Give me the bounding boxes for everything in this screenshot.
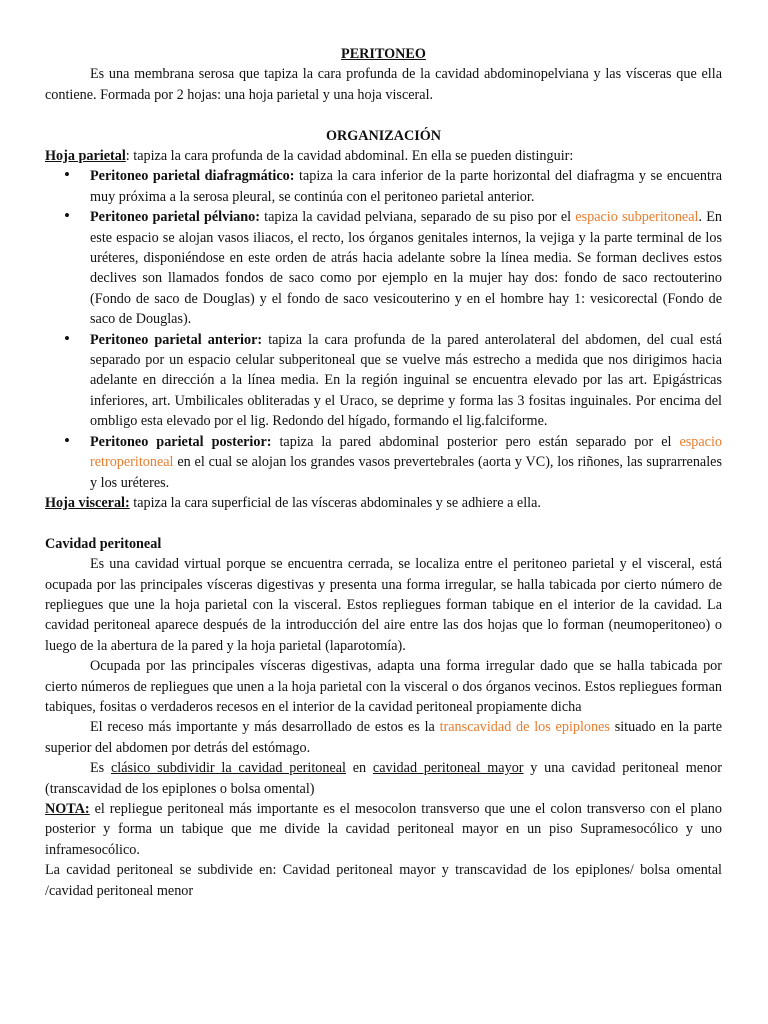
underlined-phrase: cavidad peritoneal mayor xyxy=(372,760,524,777)
nota-text: el repliegue peritoneal más importante es el mesocolon transverso que une el colon transverso con el plano posterior y forma un tabique que me divide la cavidad peritoneal mayor en un piso Supramesocólico y uno inframesocólico. xyxy=(45,801,722,858)
hoja-parietal-text: : tapiza la cara profunda de la cavidad abdominal. En ella se pueden distinguir: xyxy=(125,148,574,165)
nota-paragraph xyxy=(45,799,722,860)
intro-paragraph: Es una membrana serosa que tapiza la cara profunda de la cavidad abdominopelviana y las vísceras que ella contiene. Formada por 2 hojas: una hoja parietal y una hoja visceral. xyxy=(45,66,722,103)
paragraph-text: situado en la parte superior del abdomen por detrás del estómago. xyxy=(45,719,723,756)
paragraph-text: y una cavidad peritoneal menor (transcavidad de los epiplones o bolsa omental) xyxy=(45,760,722,797)
list-item-title: Peritoneo parietal diafragmático: xyxy=(90,168,295,185)
paragraph-text: Es xyxy=(90,760,111,777)
cavidad-paragraph-2: Ocupada por las principales vísceras digestivas, adapta una forma irregular dado que se halla tabicada por cierto números de repliegues que unen a la hoja parietal con la visceral o dos órganos vecinos. Estos repliegues forman tabiques, fositas o verdaderos recesos en el interior de la cavidad peritoneal propiamente dicha xyxy=(45,658,722,715)
nota-label: NOTA: xyxy=(45,801,90,817)
list-item-text: . En este espacio se alojan vasos iliacos, el recto, los órganos genitales internos, la vejiga y la parte terminal de los uréteres, disponiéndose en este orden de atrás hacia adelante sobre la línea media. Se forman declives estos declives son llamados fondos de saco como por ejemplo en la mujer hay dos: fondo de saco rectouterino (Fondo de saco de Douglas) y el fondo de saco vesicouterino y en el hombre hay 1: vesicorectal (Fondo de saco de Douglas). xyxy=(90,209,722,328)
paragraph-text: en xyxy=(346,760,373,777)
hoja-visceral-text: tapiza la cara superficial de las vísceras abdominales y se adhiere a ella. xyxy=(129,494,541,511)
organization-heading: ORGANIZACIÓN xyxy=(325,127,442,144)
list-item-diafragmatico xyxy=(45,166,722,207)
spacer xyxy=(45,105,722,125)
underlined-phrase: clásico subdividir la cavidad peritoneal xyxy=(110,760,346,777)
list-item-text: tapiza la cara profunda de la pared anterolateral del abdomen, del cual está separado por un espacio celular subperitoneal que se vuelve más estrecho a medida que nos dirigimos hacia adelante en dirección a la línea media. En la región inguinal se encuentra elevado por las art. Epigástricas inferiores, art. Umbilicales obliteradas y el Uraco, se deprime y forma las 3 fositas inguinales. Por encima del ombligo esta elevado por el lig. Redondo del hígado, formando el lig.falciforme. xyxy=(90,331,722,430)
list-item-text: en el cual se alojan los grandes vasos prevertebrales (aorta y VC), los riñones, las suprarrenales y los uréteres. xyxy=(90,454,722,491)
list-item-pelviano xyxy=(45,207,722,329)
cavidad-paragraph-1: Es una cavidad virtual porque se encuentra cerrada, se localiza entre el peritoneo parietal y el visceral, está ocupada por las principales vísceras digestivas y presenta una forma irregular, se halla tabicada por cierto número de repliegues que une la hoja parietal con la visceral. Estos repliegues forman tabique en el interior de la cavidad. La cavidad peritoneal aparece después de la introducción del aire entre las dos hojas que lo forman (neumoperitoneo) o luego de la abertura de la pared y la hoja parietal (laparotomía). xyxy=(45,556,722,654)
list-item-title: Peritoneo parietal anterior: xyxy=(90,331,263,348)
hoja-parietal-paragraph xyxy=(45,146,722,166)
list-item-title: Peritoneo parietal pélviano: xyxy=(90,209,260,226)
cavidad-paragraph-3 xyxy=(45,717,722,758)
transcavidad-link[interactable]: transcavidad de los epiplones xyxy=(439,719,610,736)
spacer xyxy=(45,513,722,533)
list-item-title: Peritoneo parietal posterior: xyxy=(90,433,272,450)
cavidad-heading xyxy=(45,534,722,554)
parietal-list xyxy=(45,166,722,493)
page-title: PERITONEO xyxy=(341,46,426,62)
final-paragraph: La cavidad peritoneal se subdivide en: Cavidad peritoneal mayor y transcavidad de los epiplones/ bolsa omental /cavidad peritoneal menor xyxy=(45,862,722,899)
cavidad-heading-text: Cavidad peritoneal xyxy=(45,535,162,552)
list-item-posterior xyxy=(45,432,722,493)
list-item-text: tapiza la pared abdominal posterior pero están separado por el xyxy=(271,433,680,450)
list-item-text: tapiza la cara inferior de la parte horizontal del diafragma y se encuentra muy próxima a la serosa pleural, se continúa con el peritoneo parietal anterior. xyxy=(90,168,722,205)
espacio-subperitoneal-link[interactable]: espacio subperitoneal xyxy=(575,209,699,226)
list-item-anterior xyxy=(45,330,722,432)
espacio-retroperitoneal-link[interactable]: espacio retroperitoneal xyxy=(90,433,722,471)
cavidad-paragraph-4 xyxy=(45,758,722,799)
hoja-parietal-label: Hoja parietal xyxy=(45,148,126,165)
list-item-text: tapiza la cavidad pelviana, separado de su piso por el xyxy=(259,209,576,226)
paragraph-text: El receso más importante y más desarrollado de estos es la xyxy=(90,719,440,736)
hoja-visceral-label: Hoja visceral: xyxy=(45,494,130,511)
hoja-visceral-paragraph xyxy=(45,493,722,513)
